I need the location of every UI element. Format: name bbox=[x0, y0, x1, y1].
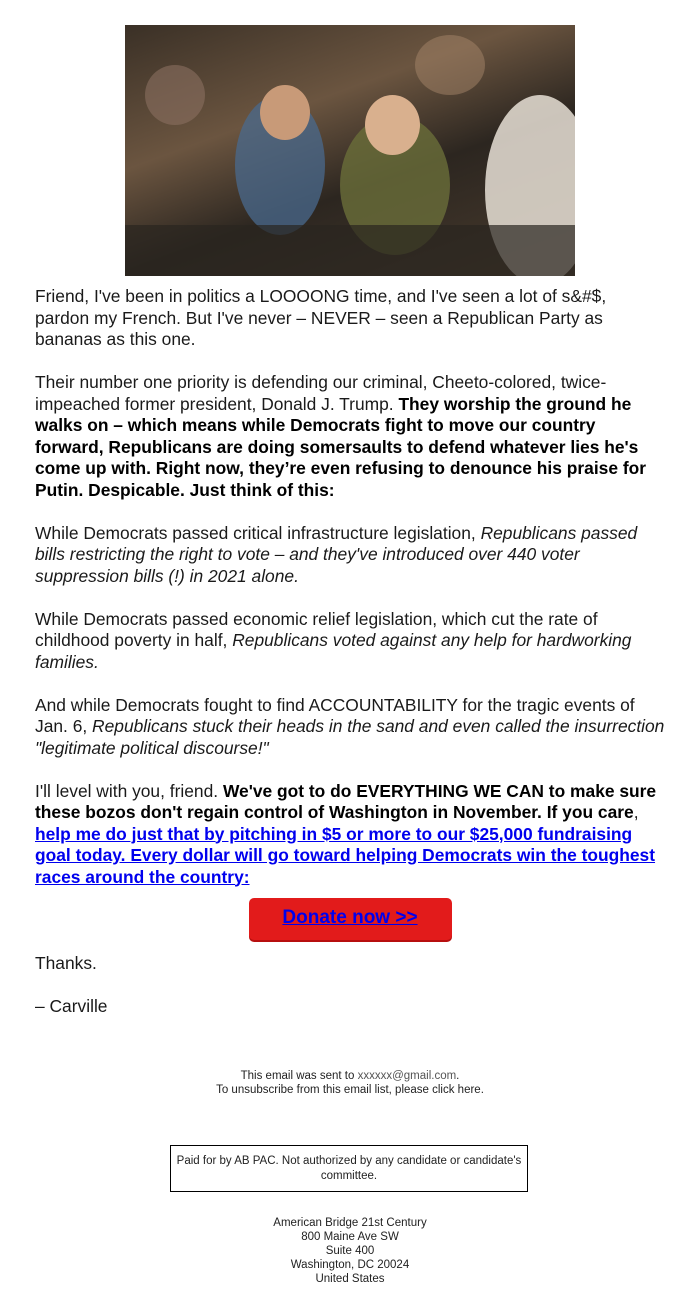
address-line: Washington, DC 20024 bbox=[290, 1259, 410, 1271]
donate-text-link[interactable]: help me do just that by pitching in $5 or more to our $25,000 fundraising goal today. Every dollar will go toward helping Democrats win the toughest races around the country: bbox=[35, 823, 656, 887]
photo-figure bbox=[365, 95, 420, 155]
donate-row bbox=[35, 898, 665, 940]
thanks-text: Thanks. bbox=[35, 953, 97, 973]
paragraph-ask: I'll level with you, friend. We've got to do EVERYTHING WE CAN to make sure these bozos don't regain control of Washington in November. If you care, help me do just that by pitching in $5 or more to our $25,000 fundraising goal today. Every dollar will go toward helping Democrats win the toughest races around the country: bbox=[35, 780, 657, 887]
signature: – Carville bbox=[35, 996, 108, 1016]
paragraph-voting: While Democrats passed critical infrastructure legislation, Republicans passed bills restricting the right to vote – and they've introduced over 440 voter suppression bills (!) in 2021 alone. bbox=[35, 522, 638, 586]
photo-table bbox=[125, 225, 575, 276]
address-line: American Bridge 21st Century bbox=[273, 1217, 427, 1229]
intro-paragraph: Friend, I've been in politics a LOOOONG time, and I've seen a lot of s&#$, pardon my French. But I've never – NEVER – seen a Republican Party as bananas as this one. bbox=[35, 286, 607, 349]
donate-button[interactable]: Donate now >> bbox=[249, 898, 452, 940]
photo-figure bbox=[145, 65, 205, 125]
paragraph-relief: While Democrats passed economic relief legislation, which cut the rate of childhood poverty in half, Republicans voted against any help for hardworking families. bbox=[35, 608, 632, 672]
recipient-email: xxxxxx@gmail.com bbox=[357, 1070, 457, 1082]
email-body bbox=[35, 286, 665, 1039]
hero-photo bbox=[125, 25, 575, 276]
paid-for-disclaimer: Paid for by AB PAC. Not authorized by any candidate or candidate's committee. bbox=[170, 1145, 528, 1192]
photo-figure bbox=[260, 85, 310, 140]
address-line: United States bbox=[315, 1273, 385, 1285]
footer-notice bbox=[0, 1069, 700, 1097]
unsubscribe-link[interactable]: To unsubscribe from this email list, please click here. bbox=[216, 1084, 484, 1096]
mailing-address bbox=[0, 1216, 700, 1286]
sent-to-line: This email was sent to xxxxxx@gmail.com. bbox=[240, 1070, 460, 1082]
paragraph-trump: Their number one priority is defending our criminal, Cheeto-colored, twice-impeached former president, Donald J. Trump. They worship the ground he walks on – which means while Democrats fight to move our country forward, Republicans are doing somersaults to defend whatever lies he's come up with. Right now, they’re even refusing to denounce his praise for Putin. Despicable. Just think of this: bbox=[35, 372, 647, 500]
address-line: 800 Maine Ave SW bbox=[301, 1231, 399, 1243]
paragraph-jan6: And while Democrats fought to find ACCOUNTABILITY for the tragic events of Jan. 6, Republicans stuck their heads in the sand and even called the insurrection "legitimate political discourse!" bbox=[35, 694, 665, 758]
address-line: Suite 400 bbox=[325, 1245, 375, 1257]
photo-figure bbox=[415, 35, 485, 95]
